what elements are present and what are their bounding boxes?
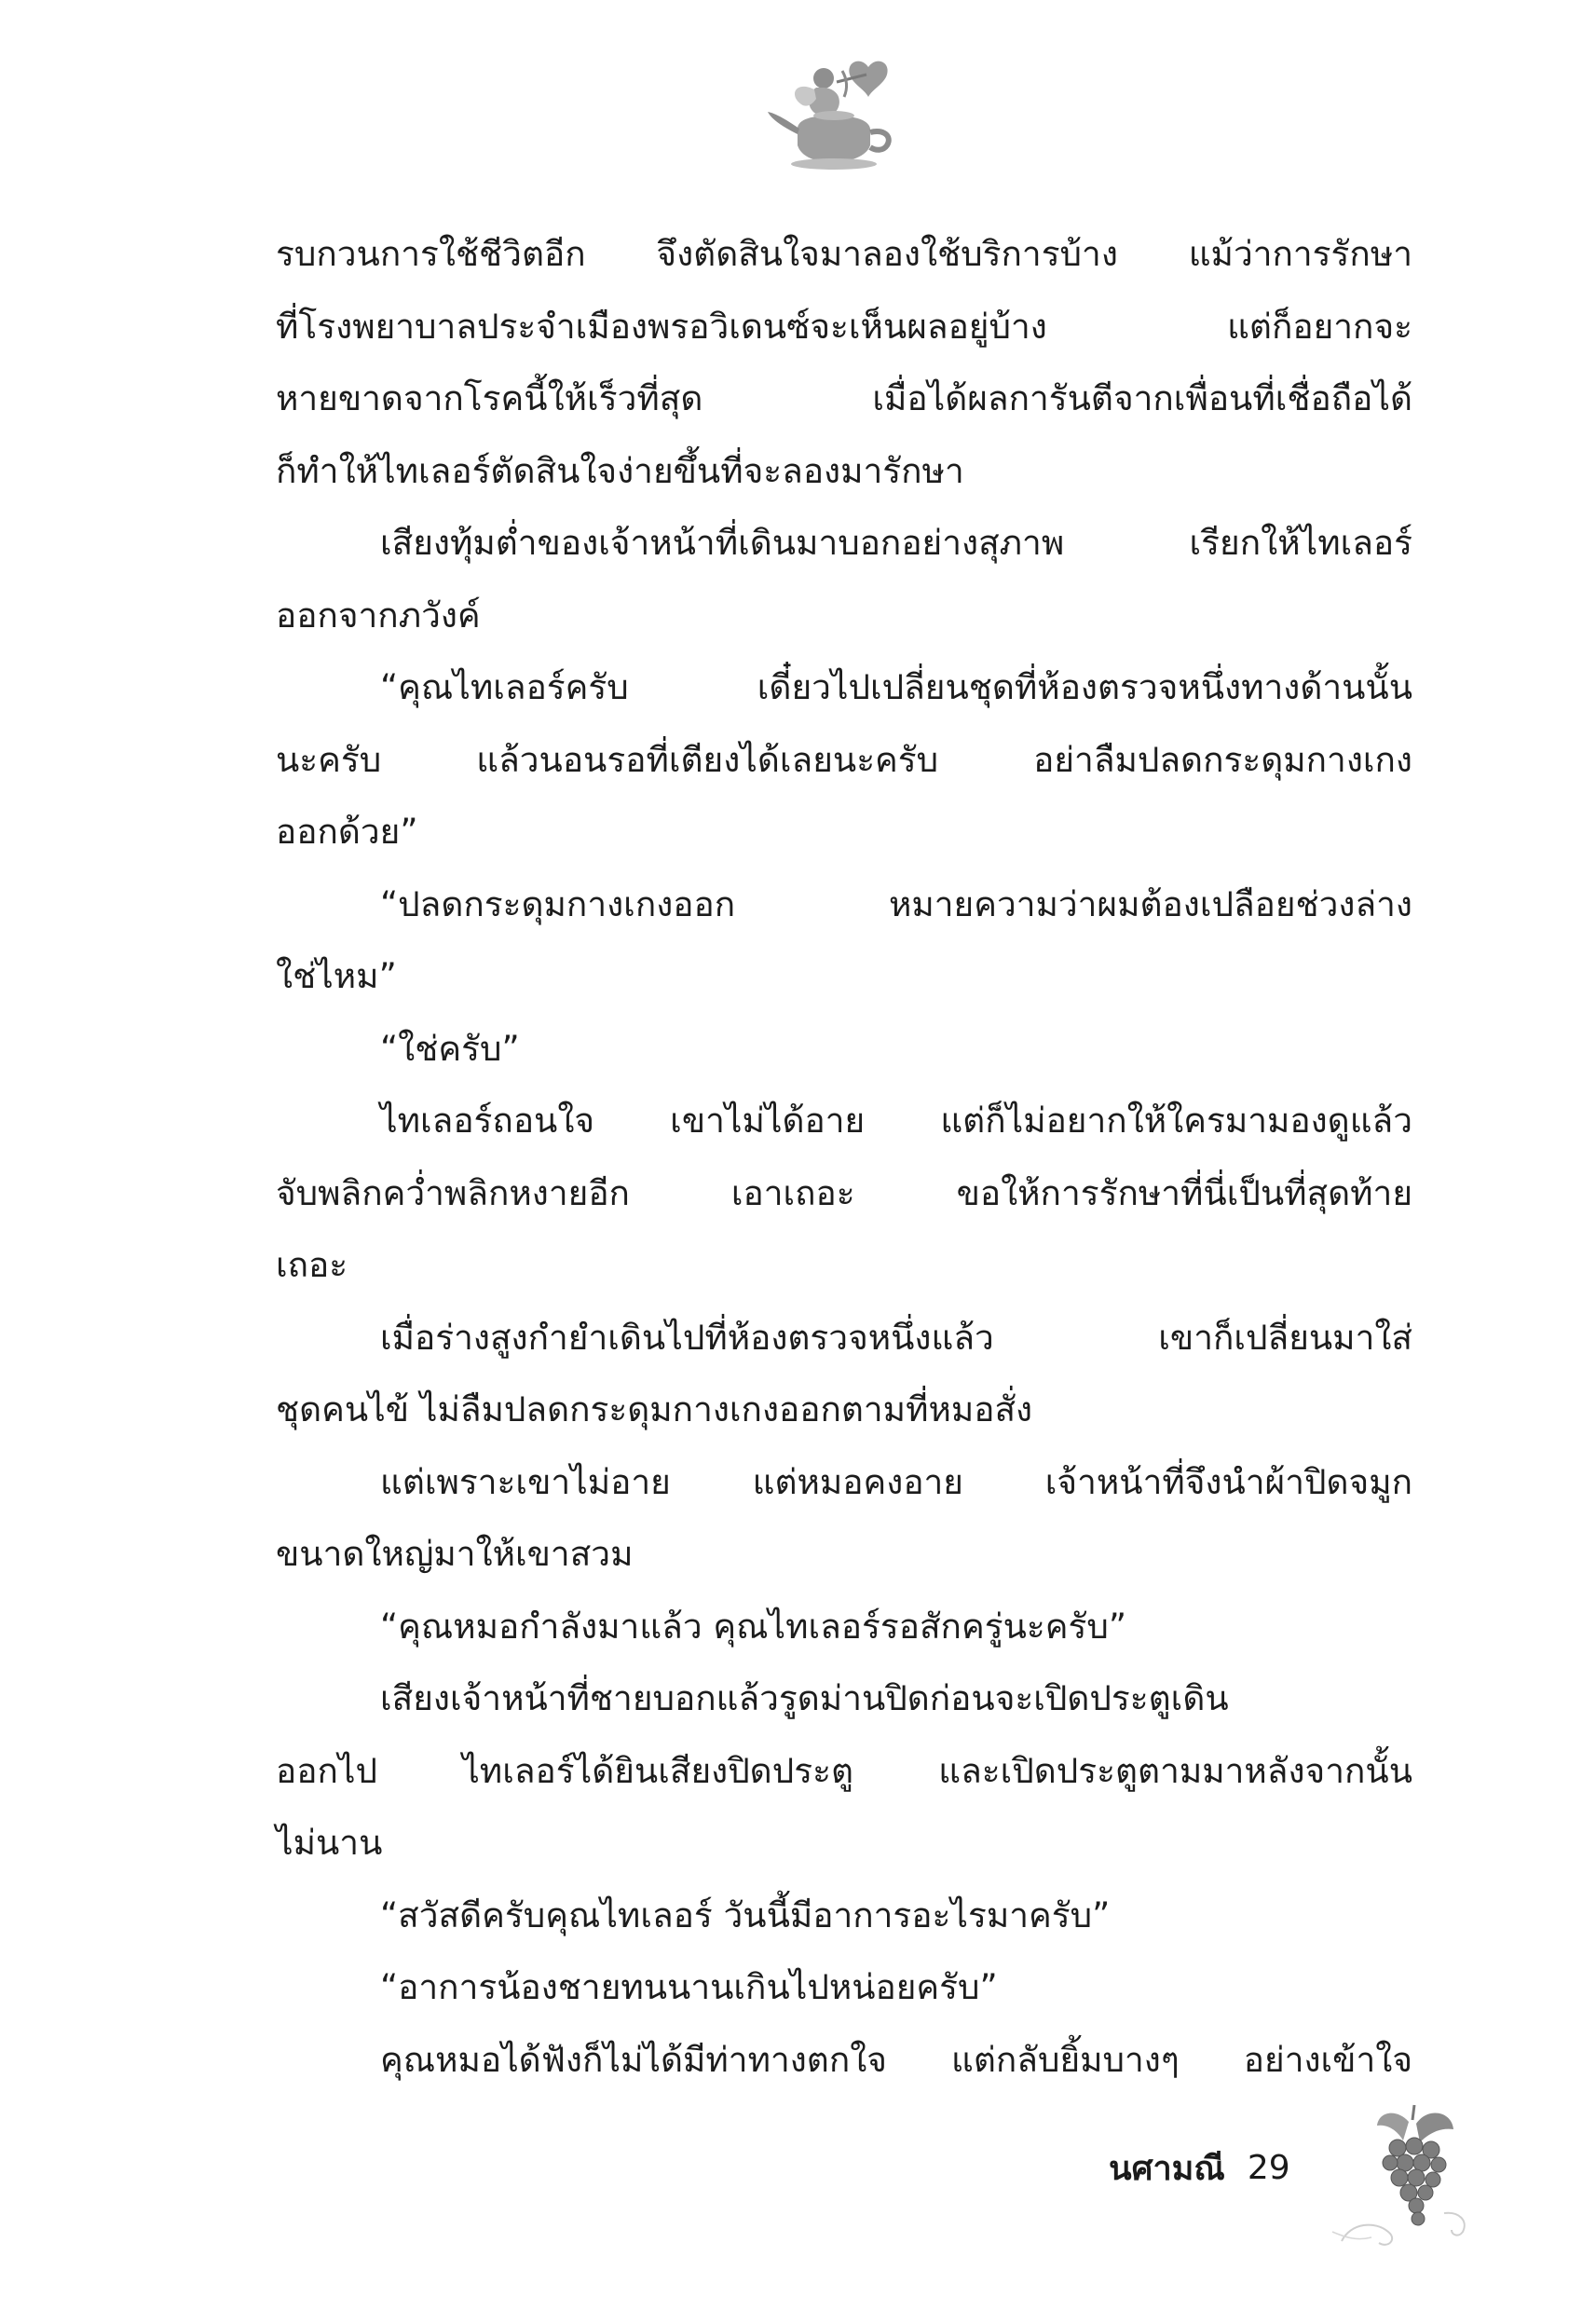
text-line: เสียงทุ้มต่ำของเจ้าหน้าที่เดินมาบอกอย่างสุภาพ เรียกให้ไทเลอร์ xyxy=(380,523,1412,563)
text-line: “ใช่ครับ” xyxy=(380,1028,520,1069)
text-line: “คุณไทเลอร์ครับ เดี๋ยวไปเปลี่ยนชุดที่ห้องตรวจหนึ่งทางด้านนั้น xyxy=(380,667,1412,707)
text-line: รบกวนการใช้ชีวิตอีก จึงตัดสินใจมาลองใช้บริการบ้าง แม้ว่าการรักษา xyxy=(276,234,1412,274)
text-line: คุณหมอได้ฟังก็ไม่ได้มีท่าทางตกใจ แต่กลับยิ้มบางๆ อย่างเข้าใจ xyxy=(380,2039,1412,2080)
text-line: เถอะ xyxy=(276,1245,348,1285)
text-line: ออกจากภวังค์ xyxy=(276,595,481,636)
book-title: นศามณี xyxy=(1109,2149,1225,2188)
text-line: ใช่ไหม” xyxy=(276,956,397,996)
text-line: “สวัสดีครับคุณไทเลอร์ วันนี้มีอาการอะไรมาครับ” xyxy=(380,1894,1111,1935)
text-line: หายขาดจากโรคนี้ให้เร็วที่สุด เมื่อได้ผลการันตีจากเพื่อนที่เชื่อถือได้ xyxy=(276,378,1412,418)
text-line: “คุณหมอกำลังมาแล้ว คุณไทเลอร์รอสักครู่นะครับ” xyxy=(380,1606,1127,1647)
text-line: “ปลดกระดุมกางเกงออก หมายความว่าผมต้องเปลือยช่วงล่าง xyxy=(380,883,1412,924)
text-line: ชุดคนไข้ ไม่ลืมปลดกระดุมกางเกงออกตามที่หมอสั่ง xyxy=(276,1389,1033,1429)
cupid-teapot-icon xyxy=(764,54,904,175)
text-line: นะครับ แล้วนอนรอที่เตียงได้เลยนะครับ อย่าลืมปลดกระดุมกางเกง xyxy=(276,739,1412,780)
text-line: ไม่นาน xyxy=(276,1823,383,1863)
text-line: ขนาดใหญ่มาให้เขาสวม xyxy=(276,1534,634,1574)
text-line: ออกไป ไทเลอร์ได้ยินเสียงปิดประตู และเปิดประตูตามมาหลังจากนั้น xyxy=(276,1750,1412,1791)
body-text xyxy=(276,218,1412,2096)
text-line: แต่เพราะเขาไม่อาย แต่หมอคงอาย เจ้าหน้าที่จึงนำผ้าปิดจมูก xyxy=(380,1461,1412,1502)
text-line: ไทเลอร์ถอนใจ เขาไม่ได้อาย แต่ก็ไม่อยากให้ใครมามองดูแล้ว xyxy=(380,1101,1412,1141)
page-footer xyxy=(1109,2140,1290,2195)
text-line: ที่โรงพยาบาลประจำเมืองพรอวิเดนซ์จะเห็นผลอยู่บ้าง แต่ก็อยากจะ xyxy=(276,306,1412,347)
text-line: เมื่อร่างสูงกำยำเดินไปที่ห้องตรวจหนึ่งแล้ว เขาก็เปลี่ยนมาใส่ xyxy=(380,1317,1412,1358)
text-line: “อาการน้องชายทนนานเกินไปหน่อยครับ” xyxy=(380,1967,998,2007)
text-line: จับพลิกคว่ำพลิกหงายอีก เอาเถอะ ขอให้การรักษาที่นี่เป็นที่สุดท้าย xyxy=(276,1172,1412,1213)
grape-cluster-icon xyxy=(1323,2101,1481,2250)
page-number: 29 xyxy=(1247,2148,1290,2187)
text-line: ก็ทำให้ไทเลอร์ตัดสินใจง่ายขึ้นที่จะลองมารักษา xyxy=(276,450,964,491)
text-line: เสียงเจ้าหน้าที่ชายบอกแล้วรูดม่านปิดก่อนจะเปิดประตูเดิน xyxy=(380,1678,1229,1718)
text-line: ออกด้วย” xyxy=(276,812,418,852)
